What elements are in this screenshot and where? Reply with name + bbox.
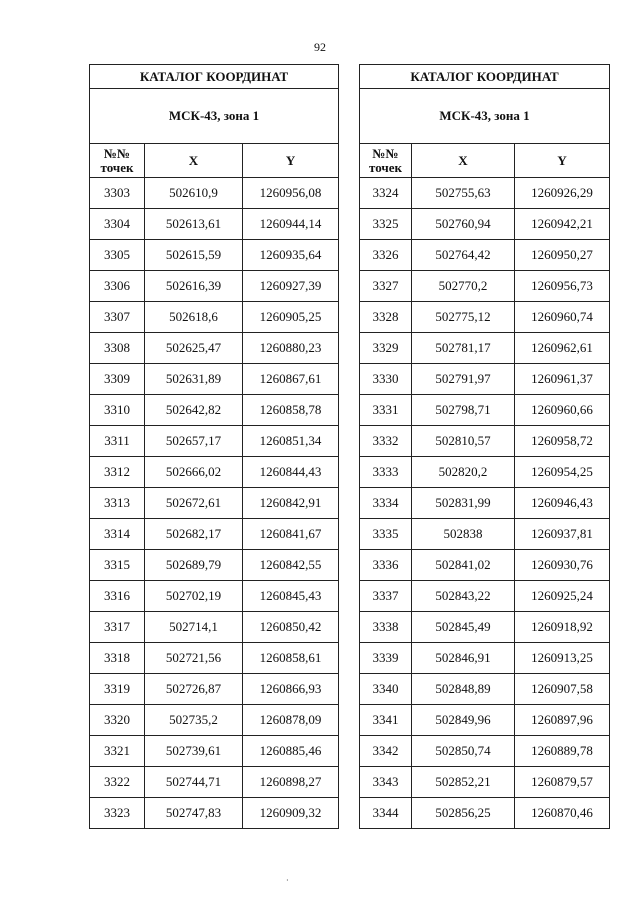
cell-x: 502810,57	[412, 426, 515, 457]
table-body	[360, 178, 610, 829]
cell-y: 1260944,14	[243, 209, 339, 240]
table-row	[360, 240, 610, 271]
cell-point-number: 3323	[90, 798, 145, 829]
cell-point-number: 3316	[90, 581, 145, 612]
table-row	[360, 364, 610, 395]
cell-point-number: 3311	[90, 426, 145, 457]
table-row	[360, 705, 610, 736]
cell-point-number: 3338	[360, 612, 412, 643]
cell-y: 1260844,43	[243, 457, 339, 488]
cell-point-number: 3339	[360, 643, 412, 674]
table-row	[360, 178, 610, 209]
cell-x: 502848,89	[412, 674, 515, 705]
table-row	[90, 550, 339, 581]
cell-y: 1260925,24	[515, 581, 610, 612]
cell-point-number: 3327	[360, 271, 412, 302]
cell-point-number: 3341	[360, 705, 412, 736]
coordinate-catalog-right	[359, 64, 610, 829]
cell-x: 502831,99	[412, 488, 515, 519]
table-row	[90, 240, 339, 271]
table-row	[90, 674, 339, 705]
table-row	[360, 488, 610, 519]
table-row	[360, 209, 610, 240]
table-row	[90, 798, 339, 829]
header-y: Y	[515, 144, 610, 178]
cell-y: 1260961,37	[515, 364, 610, 395]
table-row	[360, 519, 610, 550]
cell-point-number: 3330	[360, 364, 412, 395]
cell-y: 1260851,34	[243, 426, 339, 457]
cell-y: 1260913,25	[515, 643, 610, 674]
table-row	[90, 612, 339, 643]
cell-point-number: 3312	[90, 457, 145, 488]
cell-point-number: 3315	[90, 550, 145, 581]
cell-x: 502726,87	[145, 674, 243, 705]
cell-x: 502657,17	[145, 426, 243, 457]
cell-point-number: 3305	[90, 240, 145, 271]
cell-y: 1260898,27	[243, 767, 339, 798]
cell-point-number: 3325	[360, 209, 412, 240]
cell-y: 1260907,58	[515, 674, 610, 705]
cell-x: 502764,42	[412, 240, 515, 271]
cell-y: 1260935,64	[243, 240, 339, 271]
cell-y: 1260867,61	[243, 364, 339, 395]
cell-x: 502642,82	[145, 395, 243, 426]
cell-point-number: 3324	[360, 178, 412, 209]
cell-y: 1260962,61	[515, 333, 610, 364]
cell-x: 502849,96	[412, 705, 515, 736]
catalog-title: КАТАЛОГ КООРДИНАТ	[360, 65, 610, 89]
cell-x: 502770,2	[412, 271, 515, 302]
table-row	[360, 271, 610, 302]
table-row	[90, 395, 339, 426]
cell-x: 502781,17	[412, 333, 515, 364]
cell-x: 502747,83	[145, 798, 243, 829]
cell-y: 1260842,91	[243, 488, 339, 519]
cell-y: 1260958,72	[515, 426, 610, 457]
cell-y: 1260870,46	[515, 798, 610, 829]
cell-y: 1260897,96	[515, 705, 610, 736]
cell-x: 502682,17	[145, 519, 243, 550]
cell-x: 502775,12	[412, 302, 515, 333]
coordinate-catalog-left	[89, 64, 339, 829]
cell-point-number: 3333	[360, 457, 412, 488]
cell-x: 502631,89	[145, 364, 243, 395]
cell-y: 1260937,81	[515, 519, 610, 550]
cell-point-number: 3307	[90, 302, 145, 333]
table-body	[90, 178, 339, 829]
cell-x: 502735,2	[145, 705, 243, 736]
table-row	[360, 643, 610, 674]
table-row	[360, 674, 610, 705]
cell-point-number: 3329	[360, 333, 412, 364]
table-row	[90, 705, 339, 736]
cell-point-number: 3340	[360, 674, 412, 705]
cell-point-number: 3313	[90, 488, 145, 519]
table-row	[90, 488, 339, 519]
cell-y: 1260950,27	[515, 240, 610, 271]
header-num-line1: №№	[372, 145, 399, 161]
cell-x: 502798,71	[412, 395, 515, 426]
table-row	[90, 302, 339, 333]
cell-x: 502616,39	[145, 271, 243, 302]
cell-x: 502739,61	[145, 736, 243, 767]
cell-point-number: 3331	[360, 395, 412, 426]
table-row	[90, 178, 339, 209]
cell-y: 1260946,43	[515, 488, 610, 519]
cell-y: 1260960,74	[515, 302, 610, 333]
header-x: X	[145, 144, 243, 178]
cell-point-number: 3308	[90, 333, 145, 364]
coordinate-system: МСК-43, зона 1	[90, 89, 339, 144]
cell-x: 502744,71	[145, 767, 243, 798]
table-row	[90, 209, 339, 240]
header-point-number	[360, 144, 412, 178]
cell-point-number: 3306	[90, 271, 145, 302]
cell-x: 502841,02	[412, 550, 515, 581]
table-row	[90, 271, 339, 302]
cell-x: 502856,25	[412, 798, 515, 829]
table-row	[90, 364, 339, 395]
cell-point-number: 3318	[90, 643, 145, 674]
header-y: Y	[243, 144, 339, 178]
cell-point-number: 3303	[90, 178, 145, 209]
table-row	[360, 736, 610, 767]
table-row	[90, 643, 339, 674]
cell-x: 502845,49	[412, 612, 515, 643]
header-point-number	[90, 144, 145, 178]
cell-y: 1260905,25	[243, 302, 339, 333]
cell-point-number: 3317	[90, 612, 145, 643]
cell-x: 502820,2	[412, 457, 515, 488]
coordinate-system: МСК-43, зона 1	[360, 89, 610, 144]
cell-point-number: 3314	[90, 519, 145, 550]
cell-x: 502625,47	[145, 333, 243, 364]
cell-x: 502613,61	[145, 209, 243, 240]
cell-y: 1260918,92	[515, 612, 610, 643]
cell-x: 502846,91	[412, 643, 515, 674]
cell-x: 502838	[412, 519, 515, 550]
cell-y: 1260858,61	[243, 643, 339, 674]
cell-x: 502610,9	[145, 178, 243, 209]
table-row	[90, 736, 339, 767]
cell-y: 1260889,78	[515, 736, 610, 767]
header-num-line2: точек	[100, 159, 134, 175]
cell-point-number: 3310	[90, 395, 145, 426]
cell-point-number: 3321	[90, 736, 145, 767]
cell-y: 1260960,66	[515, 395, 610, 426]
table-row	[90, 457, 339, 488]
cell-x: 502850,74	[412, 736, 515, 767]
cell-point-number: 3328	[360, 302, 412, 333]
cell-y: 1260885,46	[243, 736, 339, 767]
cell-y: 1260845,43	[243, 581, 339, 612]
cell-x: 502791,97	[412, 364, 515, 395]
cell-y: 1260956,73	[515, 271, 610, 302]
cell-y: 1260942,21	[515, 209, 610, 240]
cell-x: 502714,1	[145, 612, 243, 643]
cell-y: 1260926,29	[515, 178, 610, 209]
cell-point-number: 3309	[90, 364, 145, 395]
cell-y: 1260880,23	[243, 333, 339, 364]
cell-point-number: 3343	[360, 767, 412, 798]
cell-y: 1260909,32	[243, 798, 339, 829]
table-row	[360, 333, 610, 364]
scan-mark: ·	[286, 876, 289, 885]
cell-x: 502702,19	[145, 581, 243, 612]
table-row	[360, 302, 610, 333]
cell-x: 502721,56	[145, 643, 243, 674]
cell-y: 1260842,55	[243, 550, 339, 581]
cell-x: 502843,22	[412, 581, 515, 612]
table-row	[90, 767, 339, 798]
cell-point-number: 3304	[90, 209, 145, 240]
cell-y: 1260858,78	[243, 395, 339, 426]
cell-y: 1260841,67	[243, 519, 339, 550]
cell-point-number: 3342	[360, 736, 412, 767]
cell-point-number: 3319	[90, 674, 145, 705]
cell-point-number: 3320	[90, 705, 145, 736]
cell-y: 1260956,08	[243, 178, 339, 209]
page-number: 92	[314, 40, 326, 54]
cell-point-number: 3336	[360, 550, 412, 581]
cell-x: 502672,61	[145, 488, 243, 519]
cell-point-number: 3337	[360, 581, 412, 612]
cell-point-number: 3326	[360, 240, 412, 271]
cell-y: 1260866,93	[243, 674, 339, 705]
table-row	[360, 426, 610, 457]
cell-x: 502852,21	[412, 767, 515, 798]
cell-x: 502760,94	[412, 209, 515, 240]
table-row	[90, 426, 339, 457]
table-row	[360, 457, 610, 488]
cell-point-number: 3344	[360, 798, 412, 829]
header-num-line1: №№	[103, 145, 131, 161]
table-row	[360, 395, 610, 426]
header-num-line2: точек	[369, 159, 402, 175]
cell-x: 502666,02	[145, 457, 243, 488]
table-row	[90, 581, 339, 612]
cell-x: 502755,63	[412, 178, 515, 209]
cell-x: 502618,6	[145, 302, 243, 333]
cell-point-number: 3332	[360, 426, 412, 457]
table-row	[90, 519, 339, 550]
cell-x: 502615,59	[145, 240, 243, 271]
table-row	[360, 767, 610, 798]
table-row	[360, 581, 610, 612]
cell-y: 1260930,76	[515, 550, 610, 581]
cell-point-number: 3334	[360, 488, 412, 519]
cell-point-number: 3322	[90, 767, 145, 798]
cell-y: 1260879,57	[515, 767, 610, 798]
cell-y: 1260954,25	[515, 457, 610, 488]
table-row	[360, 550, 610, 581]
table-row	[360, 612, 610, 643]
header-x: X	[412, 144, 515, 178]
cell-x: 502689,79	[145, 550, 243, 581]
cell-y: 1260878,09	[243, 705, 339, 736]
catalog-title: КАТАЛОГ КООРДИНАТ	[90, 65, 339, 89]
table-row	[90, 333, 339, 364]
cell-y: 1260927,39	[243, 271, 339, 302]
table-row	[360, 798, 610, 829]
cell-y: 1260850,42	[243, 612, 339, 643]
cell-point-number: 3335	[360, 519, 412, 550]
